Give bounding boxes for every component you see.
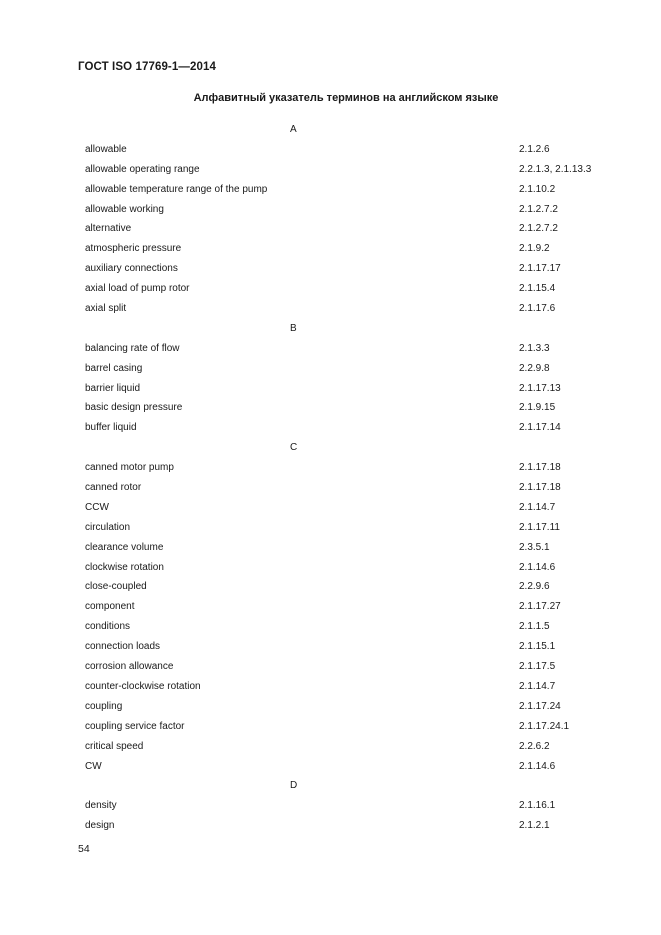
index-term: clearance volume <box>85 541 164 553</box>
index-entry <box>0 298 661 318</box>
index-ref: 2.1.17.27 <box>519 601 561 613</box>
index-ref: 2.3.5.1 <box>519 541 550 553</box>
section-letter: D <box>290 780 298 792</box>
index-entry <box>0 676 661 696</box>
index-term: allowable working <box>85 203 164 215</box>
index-entry <box>0 218 661 238</box>
index-ref: 2.1.2.1 <box>519 820 550 832</box>
index-entry <box>0 795 661 815</box>
index-term: corrosion allowance <box>85 661 174 673</box>
index-ref: 2.1.10.2 <box>519 183 556 195</box>
index-term: connection loads <box>85 641 161 653</box>
index-entry <box>0 497 661 517</box>
section-letter-row <box>0 437 661 457</box>
index-ref: 2.1.17.5 <box>519 661 556 673</box>
index-entry <box>0 756 661 776</box>
index-term: close-coupled <box>85 581 147 593</box>
index-term: atmospheric pressure <box>85 243 182 255</box>
index-term: clockwise rotation <box>85 561 164 573</box>
page-number: 54 <box>78 843 90 855</box>
index-term: allowable <box>85 143 127 155</box>
index-ref: 2.2.6.2 <box>519 740 550 752</box>
index-entry <box>0 815 661 835</box>
index-ref: 2.1.17.6 <box>519 303 556 315</box>
index-term: coupling service factor <box>85 720 185 732</box>
index-entry <box>0 636 661 656</box>
index-term: auxiliary connections <box>85 263 178 275</box>
index-term: basic design pressure <box>85 402 183 414</box>
index-ref: 2.1.17.11 <box>519 521 560 533</box>
index-term: CW <box>85 760 102 772</box>
section-letter-row <box>0 119 661 139</box>
index-ref: 2.1.2.7.2 <box>519 203 558 215</box>
index-entry <box>0 477 661 497</box>
index-entry <box>0 358 661 378</box>
index-entry <box>0 656 661 676</box>
index-entry <box>0 557 661 577</box>
index-term: canned motor pump <box>85 462 174 474</box>
section-letter: B <box>290 322 297 334</box>
term-index <box>0 119 661 835</box>
index-entry <box>0 517 661 537</box>
index-ref: 2.1.16.1 <box>519 800 556 812</box>
index-ref: 2.1.17.17 <box>519 263 561 275</box>
section-letter-row <box>0 775 661 795</box>
index-ref: 2.1.3.3 <box>519 342 550 354</box>
index-ref: 2.2.1.3, 2.1.13.3 <box>519 163 592 175</box>
index-term: density <box>85 800 117 812</box>
index-entry <box>0 397 661 417</box>
index-entry <box>0 159 661 179</box>
section-letter-row <box>0 318 661 338</box>
index-term: barrier liquid <box>85 382 141 394</box>
index-ref: 2.1.17.18 <box>519 482 561 494</box>
index-term: component <box>85 601 135 613</box>
section-letter: A <box>290 124 297 135</box>
index-term: axial split <box>85 303 127 315</box>
index-ref: 2.1.17.13 <box>519 382 561 394</box>
index-ref: 2.1.9.15 <box>519 402 556 414</box>
standard-code: ГОСТ ISO 17769-1—2014 <box>78 61 216 73</box>
index-ref: 2.1.17.14 <box>519 422 561 434</box>
index-title: Алфавитный указатель терминов на английском языке <box>193 92 499 104</box>
index-ref: 2.1.14.6 <box>519 760 556 772</box>
index-entry <box>0 139 661 159</box>
index-entry <box>0 616 661 636</box>
index-term: counter-clockwise rotation <box>85 680 201 692</box>
index-entry <box>0 716 661 736</box>
index-ref: 2.1.15.1 <box>519 641 556 653</box>
index-term: canned rotor <box>85 482 142 494</box>
index-ref: 2.1.1.5 <box>519 621 550 633</box>
index-term: buffer liquid <box>85 422 137 434</box>
index-ref: 2.1.14.7 <box>519 680 556 692</box>
index-term: CCW <box>85 501 109 513</box>
index-ref: 2.1.14.6 <box>519 561 556 573</box>
index-entry <box>0 596 661 616</box>
index-entry <box>0 537 661 557</box>
section-letter: C <box>290 442 298 454</box>
index-ref: 2.2.9.8 <box>519 362 550 374</box>
index-entry <box>0 338 661 358</box>
index-ref: 2.1.14.7 <box>519 501 556 513</box>
index-ref: 2.1.17.24 <box>519 700 561 712</box>
index-entry <box>0 199 661 219</box>
index-term: circulation <box>85 521 131 533</box>
index-ref: 2.1.15.4 <box>519 283 556 295</box>
index-ref: 2.1.17.18 <box>519 462 561 474</box>
index-term: critical speed <box>85 740 144 752</box>
index-entry <box>0 417 661 437</box>
index-ref: 2.2.9.6 <box>519 581 550 593</box>
index-ref: 2.1.2.6 <box>519 143 550 155</box>
index-term: allowable operating range <box>85 163 200 175</box>
index-term: axial load of pump rotor <box>85 283 190 295</box>
index-term: design <box>85 820 115 832</box>
index-term: allowable temperature range of the pump <box>85 183 268 195</box>
index-term: barrel casing <box>85 362 143 374</box>
index-term: alternative <box>85 223 132 235</box>
index-ref: 2.1.2.7.2 <box>519 223 558 235</box>
index-entry <box>0 576 661 596</box>
index-entry <box>0 378 661 398</box>
index-entry <box>0 238 661 258</box>
index-entry <box>0 278 661 298</box>
index-term: balancing rate of flow <box>85 342 180 354</box>
index-entry <box>0 258 661 278</box>
index-entry <box>0 696 661 716</box>
index-term: conditions <box>85 621 131 633</box>
index-ref: 2.1.17.24.1 <box>519 720 570 732</box>
index-ref: 2.1.9.2 <box>519 243 550 255</box>
index-entry <box>0 457 661 477</box>
index-term: coupling <box>85 700 123 712</box>
index-entry <box>0 179 661 199</box>
index-entry <box>0 736 661 756</box>
